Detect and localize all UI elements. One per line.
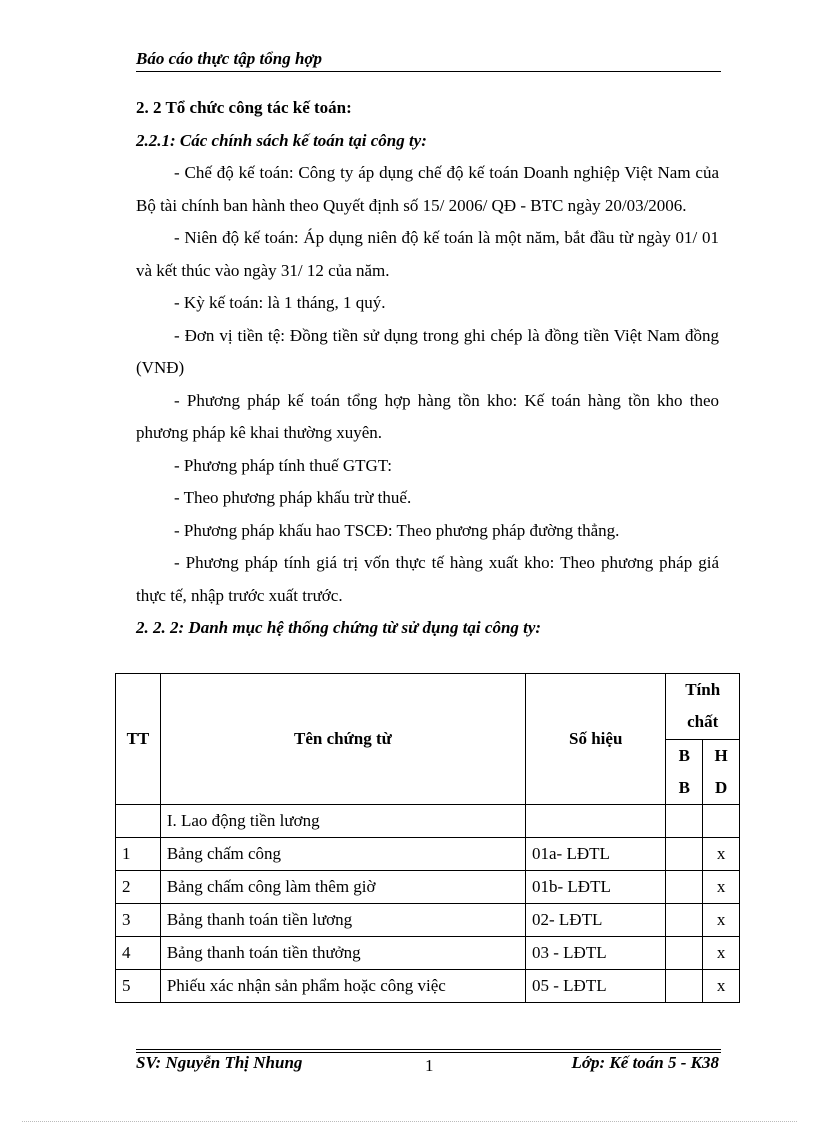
paragraph: - Phương pháp khấu hao TSCĐ: Theo phương pháp đường thẳng.	[174, 520, 620, 540]
cell-code: 05 - LĐTL	[526, 970, 666, 1003]
col-header-bb	[666, 739, 703, 805]
cell-name: Bảng chấm công	[160, 838, 525, 871]
paragraph: - Phương pháp tính thuế GTGT:	[174, 455, 393, 475]
paragraph: - Phương pháp kế toán tổng hợp hàng tồn kho: Kế toán hàng tồn kho theo phương pháp kê khai thường xuyên.	[136, 390, 719, 442]
table-group-row	[116, 805, 740, 838]
paragraph: - Kỳ kế toán: là 1 tháng, 1 quý.	[174, 293, 386, 312]
cell-bb	[666, 970, 703, 1003]
col-header-hd-line2: D	[714, 777, 728, 797]
cell-bb	[666, 904, 703, 937]
table-cell	[116, 805, 161, 838]
cell-hd: x	[703, 838, 740, 871]
footer-class: Lớp: Kế toán 5 - K38	[571, 1053, 719, 1072]
cell-code: 01a- LĐTL	[526, 838, 666, 871]
table-row	[116, 904, 740, 937]
cell-hd: x	[703, 937, 740, 970]
subsection-heading-1: 2.2.1: Các chính sách kế toán tại công ty:	[136, 130, 427, 150]
cell-hd: x	[703, 970, 740, 1003]
cell-name: Bảng thanh toán tiền lương	[160, 904, 525, 937]
col-header-tinh-chat-line2: chất	[687, 712, 719, 732]
table-cell	[703, 805, 740, 838]
col-header-tinh-chat	[666, 674, 740, 740]
header-title: Báo cáo thực tập tổng hợp	[136, 49, 323, 68]
col-header-tt: TT	[116, 674, 161, 805]
col-header-name: Tên chứng từ	[160, 674, 525, 805]
cell-code: 01b- LĐTL	[526, 871, 666, 904]
table-row	[116, 970, 740, 1003]
col-header-code: Số hiệu	[526, 674, 666, 805]
col-header-hd	[703, 739, 740, 805]
col-header-bb-line2: B	[678, 777, 690, 797]
table-row	[116, 937, 740, 970]
paragraph: - Đơn vị tiền tệ: Đồng tiền sử dụng trong ghi chép là đồng tiền Việt Nam đồng (VNĐ)	[136, 325, 719, 377]
cell-code: 02- LĐTL	[526, 904, 666, 937]
paragraph: - Chế độ kế toán: Công ty áp dụng chế độ kế toán Doanh nghiệp Việt Nam của Bộ tài chính ban hành theo Quyết định số 15/ 2006/ QĐ - BTC ngày 20/03/2006.	[136, 163, 719, 215]
cell-bb	[666, 937, 703, 970]
table-cell	[526, 805, 666, 838]
paragraph: - Phương pháp tính giá trị vốn thực tế hàng xuất kho: Theo phương pháp giá thực tế, nhập trước xuất trước.	[136, 553, 719, 605]
cell-bb	[666, 871, 703, 904]
cell-tt: 3	[116, 904, 161, 937]
cell-hd: x	[703, 904, 740, 937]
section-heading: 2. 2 Tổ chức công tác kế toán:	[136, 98, 352, 117]
table-row	[116, 871, 740, 904]
paragraph: - Niên độ kế toán: Áp dụng niên độ kế toán là một năm, bắt đầu từ ngày 01/ 01 và kết thúc vào ngày 31/ 12 của năm.	[136, 228, 719, 280]
header-rule	[136, 71, 721, 72]
footer-rule	[136, 1049, 721, 1050]
content-body	[136, 92, 719, 645]
cell-code: 03 - LĐTL	[526, 937, 666, 970]
cell-name: Bảng thanh toán tiền thưởng	[160, 937, 525, 970]
cell-name: Bảng chấm công làm thêm giờ	[160, 871, 525, 904]
voucher-table	[115, 673, 740, 1003]
paragraph: - Theo phương pháp khấu trừ thuế.	[174, 488, 412, 507]
table-row	[116, 838, 740, 871]
page-edge-dotted-line	[22, 1121, 797, 1122]
cell-tt: 4	[116, 937, 161, 970]
cell-tt: 5	[116, 970, 161, 1003]
col-header-bb-line1: B	[678, 745, 690, 765]
col-header-tinh-chat-line1: Tính	[685, 680, 721, 700]
cell-tt: 1	[116, 838, 161, 871]
table-cell	[666, 805, 703, 838]
footer-student: SV: Nguyễn Thị Nhung	[136, 1053, 303, 1072]
cell-bb	[666, 838, 703, 871]
cell-name: Phiếu xác nhận sản phẩm hoặc công việc	[160, 970, 525, 1003]
group-label: I. Lao động tiền lương	[160, 805, 525, 838]
cell-hd: x	[703, 871, 740, 904]
subsection-heading-2: 2. 2. 2: Danh mục hệ thống chứng từ sử dụng tại công ty:	[136, 618, 542, 637]
col-header-hd-line1: H	[714, 745, 728, 765]
cell-tt: 2	[116, 871, 161, 904]
page-number: 1	[425, 1056, 434, 1075]
